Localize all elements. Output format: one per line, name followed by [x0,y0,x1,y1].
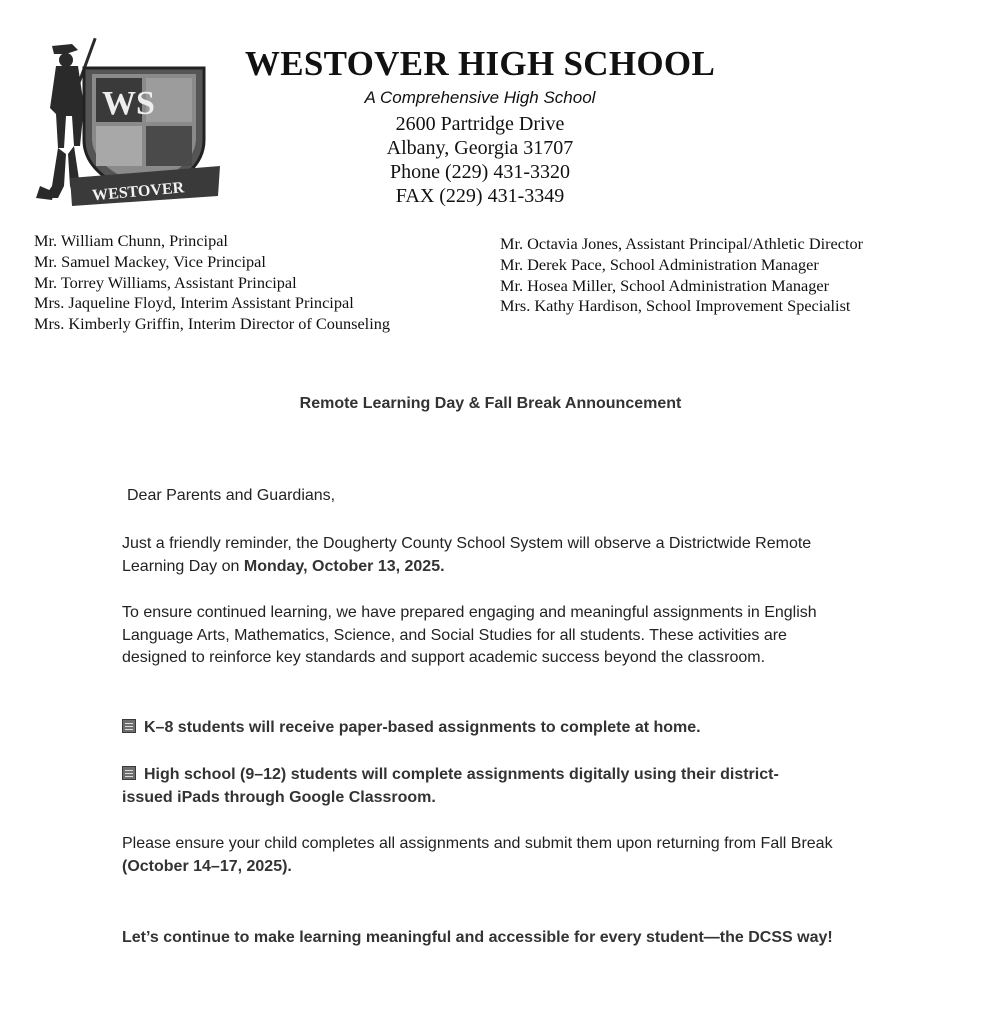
staff-member: Mrs. Kathy Hardison, School Improvement Specialist [500,296,851,316]
staff-list-right [500,234,970,317]
bullet-k8-text: K–8 students will receive paper-based assignments to complete at home. [144,719,701,736]
remote-day-date: Monday, October 13, 2025. [243,557,445,575]
paragraph-submission [122,833,862,878]
staff-list-left [34,231,464,335]
staff-member: Mr. Derek Pace, School Administration Manager [500,254,819,274]
staff-member: Mr. William Chunn, Principal [34,231,228,250]
address-city: Albany, Georgia 31707 [386,137,574,159]
closing-statement: Let’s continue to make learning meaningful and accessible for every student—the DCSS way! [122,929,833,946]
bullet-k8 [122,717,882,740]
school-name: WESTOVER HIGH SCHOOL [244,44,716,83]
staff-member: Mr. Samuel Mackey, Vice Principal [34,251,266,271]
logo-banner [70,166,220,206]
logo-letters: WS [102,85,155,122]
submission-text: Please ensure your child completes all assignments and submit them upon returning from Fall Break [122,835,833,852]
school-tagline: A Comprehensive High School [364,88,596,107]
letter-subject: Remote Learning Day & Fall Break Announcement [299,395,682,412]
logo-banner-text: WESTOVER [91,179,185,205]
staff-member: Mr. Torrey Williams, Assistant Principal [34,272,297,292]
bullet-high-school-text: High school (9–12) students will complete assignments digitally using their district-issued iPads through Google Classroom. [122,766,779,806]
fax-number: FAX (229) 431-3349 [395,185,565,207]
reminder-text: Just a friendly reminder, the Dougherty County School System will observe a Districtwide Remote Learning Day on [122,535,812,575]
paragraph-assignments: To ensure continued learning, we have prepared engaging and meaningful assignments in English Language Arts, Mathematics, Science, and Social Studies for all students. These activities are designed to reinforce key standards and support academic success beyond the classroom. [122,604,817,666]
staff-member: Mrs. Jaqueline Floyd, Interim Assistant Principal [34,293,354,313]
fall-break-dates: (October 14–17, 2025). [122,857,292,875]
westover-logo [22,36,222,208]
bullet-high-school [122,764,822,809]
phone-number: Phone (229) 431-3320 [390,161,570,183]
laptop-icon [122,766,136,780]
staff-member: Mrs. Kimberly Griffin, Interim Director of Counseling [34,314,391,334]
notebook-icon [122,719,136,733]
address-street: 2600 Partridge Drive [395,113,565,135]
paragraph-reminder [122,533,842,578]
staff-member: Mr. Octavia Jones, Assistant Principal/Athletic Director [500,234,864,253]
staff-member: Mr. Hosea Miller, School Administration Manager [500,275,829,295]
greeting: Dear Parents and Guardians, [127,487,336,504]
